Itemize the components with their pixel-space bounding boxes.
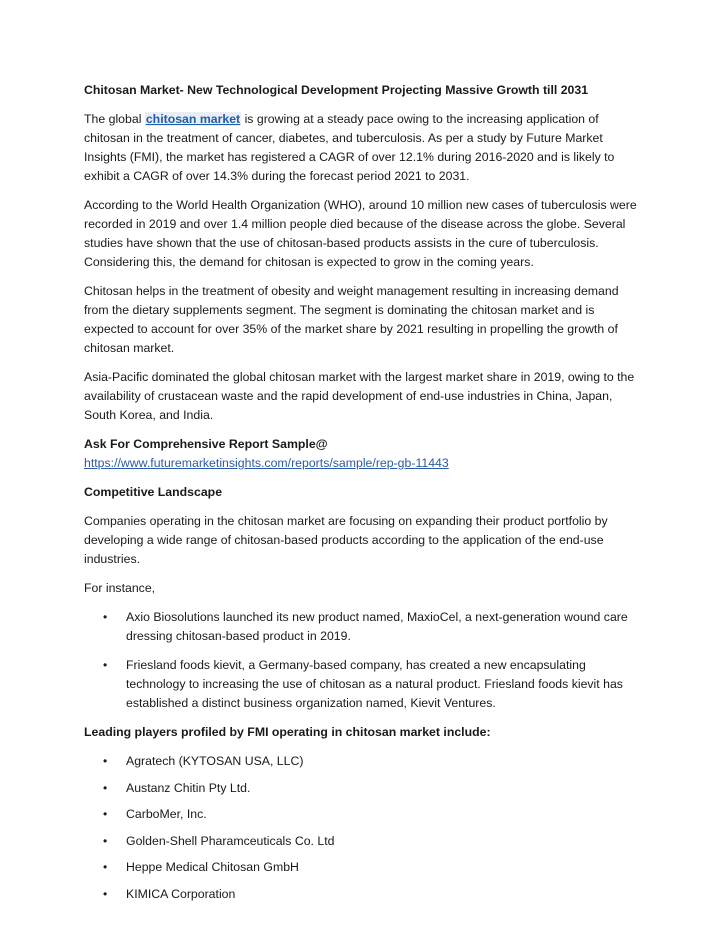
- paragraph-asia-pacific: Asia-Pacific dominated the global chitosan market with the largest market share in 2019, owing to the availability of crustacean waste and the rapid development of end-use industries in China, Japan, South Korea, and India.: [84, 370, 635, 422]
- list-item-text: CarboMer, Inc.: [126, 807, 207, 821]
- list-item-text: Golden-Shell Pharamceuticals Co. Ltd: [126, 833, 335, 848]
- list-item-text: Austanz Chitin Pty Ltd.: [126, 780, 251, 795]
- list-item-text: Friesland foods kievit, a Germany-based company, has created a new encapsulating technology to increasing the use of chitosan as a natural product. Friesland foods kievit has established a distinct business organization named, Kievit Ventures.: [126, 658, 623, 710]
- list-item: [84, 779, 638, 798]
- list-item: [84, 752, 638, 771]
- list-item: [84, 656, 638, 713]
- list-item: [84, 832, 638, 851]
- intro-text-before: The global: [84, 112, 145, 126]
- list-item: [84, 608, 638, 646]
- bullet-icon: •: [103, 754, 108, 768]
- list-item-text: Agratech (KYTOSAN USA, LLC): [126, 754, 304, 768]
- bullet-icon: •: [103, 860, 108, 874]
- bullet-icon: •: [103, 658, 108, 672]
- paragraph-obesity: Chitosan helps in the treatment of obesity and weight management resulting in increasing demand from the dietary supplements segment. The segment is dominating the chitosan market and is expected to account for over 35% of the market share by 2021 resulting in propelling the growth of chitosan market.: [84, 284, 619, 355]
- bullet-icon: •: [103, 610, 108, 624]
- leading-players-heading: Leading players profiled by FMI operating in chitosan market include:: [84, 725, 491, 739]
- competitive-landscape-text: Companies operating in the chitosan market are focusing on expanding their product portfolio by developing a wide range of chitosan-based products according to the application of the end-use industries.: [84, 514, 608, 566]
- instance-bullet-list: [84, 608, 638, 713]
- for-instance-text: For instance,: [84, 581, 156, 595]
- report-sample-label: Ask For Comprehensive Report Sample@: [84, 437, 328, 451]
- bullet-icon: •: [103, 780, 108, 795]
- intro-paragraph: [84, 110, 638, 186]
- document-title: Chitosan Market- New Technological Development Projecting Massive Growth till 2031: [84, 83, 589, 97]
- bullet-icon: •: [103, 886, 108, 901]
- players-list: [84, 752, 638, 904]
- competitive-landscape-heading: Competitive Landscape: [84, 485, 223, 499]
- bullet-icon: •: [103, 833, 108, 848]
- report-sample-link[interactable]: https://www.futuremarketinsights.com/reports/sample/rep-gb-11443: [84, 456, 449, 470]
- bullet-icon: •: [103, 807, 108, 821]
- list-item: [84, 805, 638, 824]
- report-sample-cta: [84, 435, 638, 473]
- list-item-text: KIMICA Corporation: [126, 886, 236, 901]
- paragraph-who: According to the World Health Organization (WHO), around 10 million new cases of tuberculosis were recorded in 2019 and over 1.4 million people died because of the disease across the globe. Several studies have shown that the use of chitosan-based products assists in the cure of tuberculosis. Considering this, the demand for chitosan is expected to grow in the coming years.: [84, 198, 637, 269]
- chitosan-market-link[interactable]: chitosan market: [145, 112, 241, 126]
- list-item: [84, 858, 638, 877]
- intro-text-after: is growing at a steady pace owing to the increasing application of chitosan in the treatment of cancer, diabetes, and tuberculosis. As per a study by Future Market Insights (FMI), the market has registered a CAGR of over 12.1% during 2016-2020 and is likely to exhibit a CAGR of over 14.3% during the forecast period 2021 to 2031.: [84, 112, 615, 183]
- list-item-text: Axio Biosolutions launched its new product named, MaxioCel, a next-generation wound care dressing chitosan-based product in 2019.: [126, 610, 628, 643]
- list-item: [84, 885, 638, 904]
- list-item-text: Heppe Medical Chitosan GmbH: [126, 860, 299, 874]
